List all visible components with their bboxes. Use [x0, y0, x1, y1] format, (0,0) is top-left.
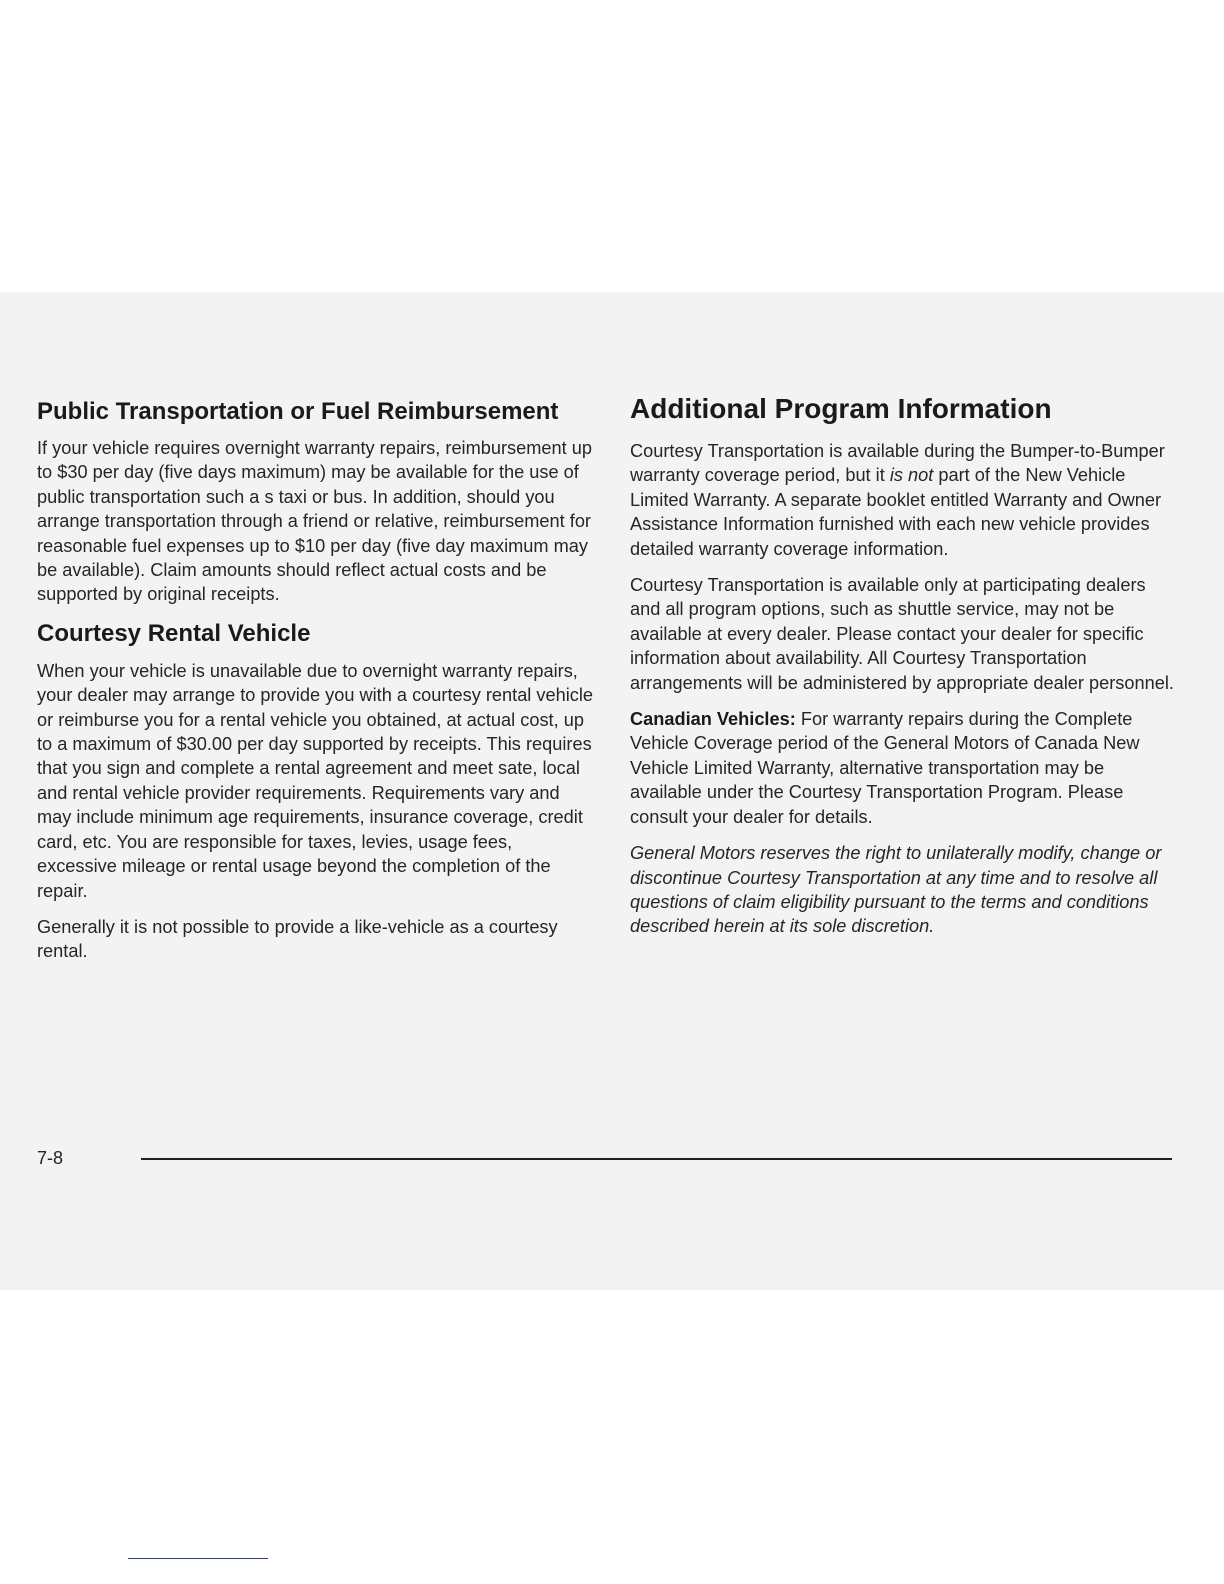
paragraph-availability-start: Courtesy Transportation is available during the Bumper-to-Bumper warranty coverage period, but it [630, 441, 1165, 486]
paragraph-availability-end: part of the New Vehicle Limited Warranty. A separate booklet entitled Warranty and Owner Assistance Information furnished with each new vehicle provides detailed warranty coverage information. [630, 465, 1162, 559]
footer-divider [141, 1158, 1172, 1160]
right-column [630, 392, 1175, 951]
heading-additional-program: Additional Program Information [630, 393, 1052, 424]
heading-public-transportation: Public Transportation or Fuel Reimbursement [37, 398, 559, 425]
canadian-vehicles-label: Canadian Vehicles: [630, 709, 796, 730]
paragraph-courtesy-rental-1: When your vehicle is unavailable due to overnight warranty repairs, your dealer may arrange to provide you with a courtesy rental vehicle or reimburse you for a rental vehicle you obtained, at actual cost, up to a maximum of $30.00 per day supported by receipts. This requires that you sign and complete a rental agreement and meet sate, local and rental vehicle provider requirements. Requirements vary and may include minimum age requirements, insurance coverage, credit card, etc. You are responsible for taxes, levies, usage fees, excessive mileage or rental usage beyond the completion of the repair. [37, 660, 594, 901]
paragraph-availability [630, 439, 1175, 561]
heading-courtesy-rental: Courtesy Rental Vehicle [37, 619, 311, 647]
bottom-link-line [128, 1558, 268, 1559]
paragraph-public-transportation: If your vehicle requires overnight warranty repairs, reimbursement up to $30 per day (five days maximum) may be available for the use of public transportation such a s taxi or bus. In addition, should you arrange transportation through a friend or relative, reimbursement for reasonable fuel expenses up to $10 per day (five day maximum may be available). Claim amounts should reflect actual costs and be supported by original receipts. [37, 438, 592, 605]
canadian-vehicles-text: For warranty repairs during the Complete Vehicle Coverage period of the General Motors of Canada New Vehicle Limited Warranty, alternative transportation may be available under the Courtesy Transportation Program. Please consult your dealer for details. [630, 709, 1140, 827]
paragraph-disclaimer: General Motors reserves the right to unilaterally modify, change or discontinue Courtesy Transportation at any time and to resolve all questions of claim eligibility pursuant to the terms and conditions described herein at its sole discretion. [630, 843, 1162, 937]
page-number: 7-8 [37, 1148, 64, 1168]
paragraph-courtesy-rental-2: Generally it is not possible to provide a like-vehicle as a courtesy rental. [37, 916, 558, 962]
paragraph-participating-dealers: Courtesy Transportation is available only at participating dealers and all program options, such as shuttle service, may not be available at every dealer. Please contact your dealer for specific information about availability. All Courtesy Transportation arrangements will be administered by appropriate dealer personnel. [630, 575, 1174, 693]
left-column [37, 392, 593, 976]
paragraph-canadian-vehicles [630, 707, 1175, 829]
emphasis-is-not: is not [889, 465, 934, 486]
